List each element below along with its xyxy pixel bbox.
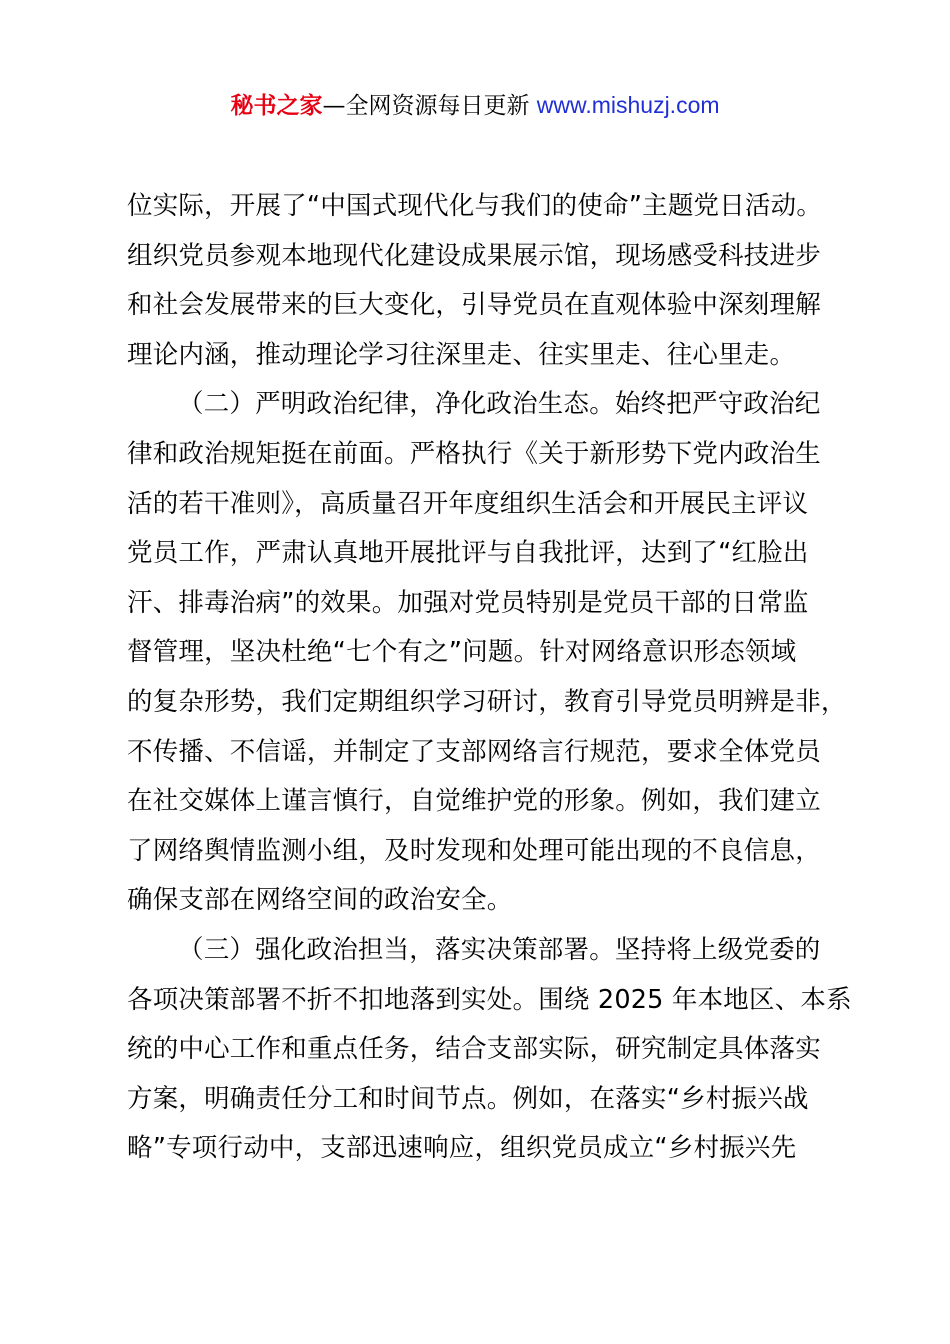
text-line: 确保支部在网络空间的政治安全。 bbox=[127, 885, 513, 916]
document-body bbox=[127, 182, 867, 1174]
text-line: 统的中心工作和重点任务，结合支部实际，研究制定具体落实 bbox=[127, 1034, 821, 1065]
site-url-link[interactable]: www.mishuzj.com bbox=[536, 92, 720, 118]
text-line: 督管理，坚决杜绝“七个有之”问题。针对网络意识形态领域 bbox=[127, 637, 797, 668]
section-heading-line: （二）严明政治纪律，净化政治生态。始终把严守政治纪 bbox=[178, 389, 821, 420]
text-line: 方案，明确责任分工和时间节点。例如，在落实“乡村振兴战 bbox=[127, 1083, 809, 1114]
text-line: 活的若干准则》，高质量召开年度组织生活会和开展民主评议 bbox=[127, 488, 809, 519]
site-brand: 秘书之家 bbox=[230, 93, 323, 119]
site-tagline: —全网资源每日更新 bbox=[322, 93, 537, 119]
text-line: 位实际，开展了“中国式现代化与我们的使命”主题党日活动。 bbox=[127, 191, 823, 221]
site-header bbox=[0, 88, 950, 123]
text-line: 律和政治规矩挺在前面。严格执行《关于新形势下党内政治生 bbox=[127, 438, 821, 469]
text-line: 不传播、不信谣，并制定了支部网络言行规范，要求全体党员 bbox=[127, 736, 821, 767]
text-line: 和社会发展带来的巨大变化，引导党员在直观体验中深刻理解 bbox=[127, 290, 821, 321]
text-line: 各项决策部署不折不扣地落到实处。围绕 2025 年本地区、本系 bbox=[127, 984, 852, 1015]
text-line: 汗、排毒治病”的效果。加强对党员特别是党员干部的日常监 bbox=[127, 587, 809, 618]
text-line: 的复杂形势，我们定期组织学习研讨，教育引导党员明辨是非， bbox=[127, 686, 847, 717]
text-line: 组织党员参观本地现代化建设成果展示馆，现场感受科技进步 bbox=[127, 240, 821, 271]
text-line: 在社交媒体上谨言慎行，自觉维护党的形象。例如，我们建立 bbox=[127, 786, 821, 817]
text-line: 略”专项行动中，支部迅速响应，组织党员成立“乡村振兴先 bbox=[127, 1133, 797, 1164]
text-line: 了网络舆情监测小组，及时发现和处理可能出现的不良信息， bbox=[127, 835, 821, 866]
section-heading-line: （三）强化政治担当，落实决策部署。坚持将上级党委的 bbox=[178, 934, 821, 965]
text-line: 理论内涵，推动理论学习往深里走、往实里走、往心里走。 bbox=[127, 339, 796, 370]
text-line: 党员工作，严肃认真地开展批评与自我批评，达到了“红脸出 bbox=[127, 538, 809, 569]
